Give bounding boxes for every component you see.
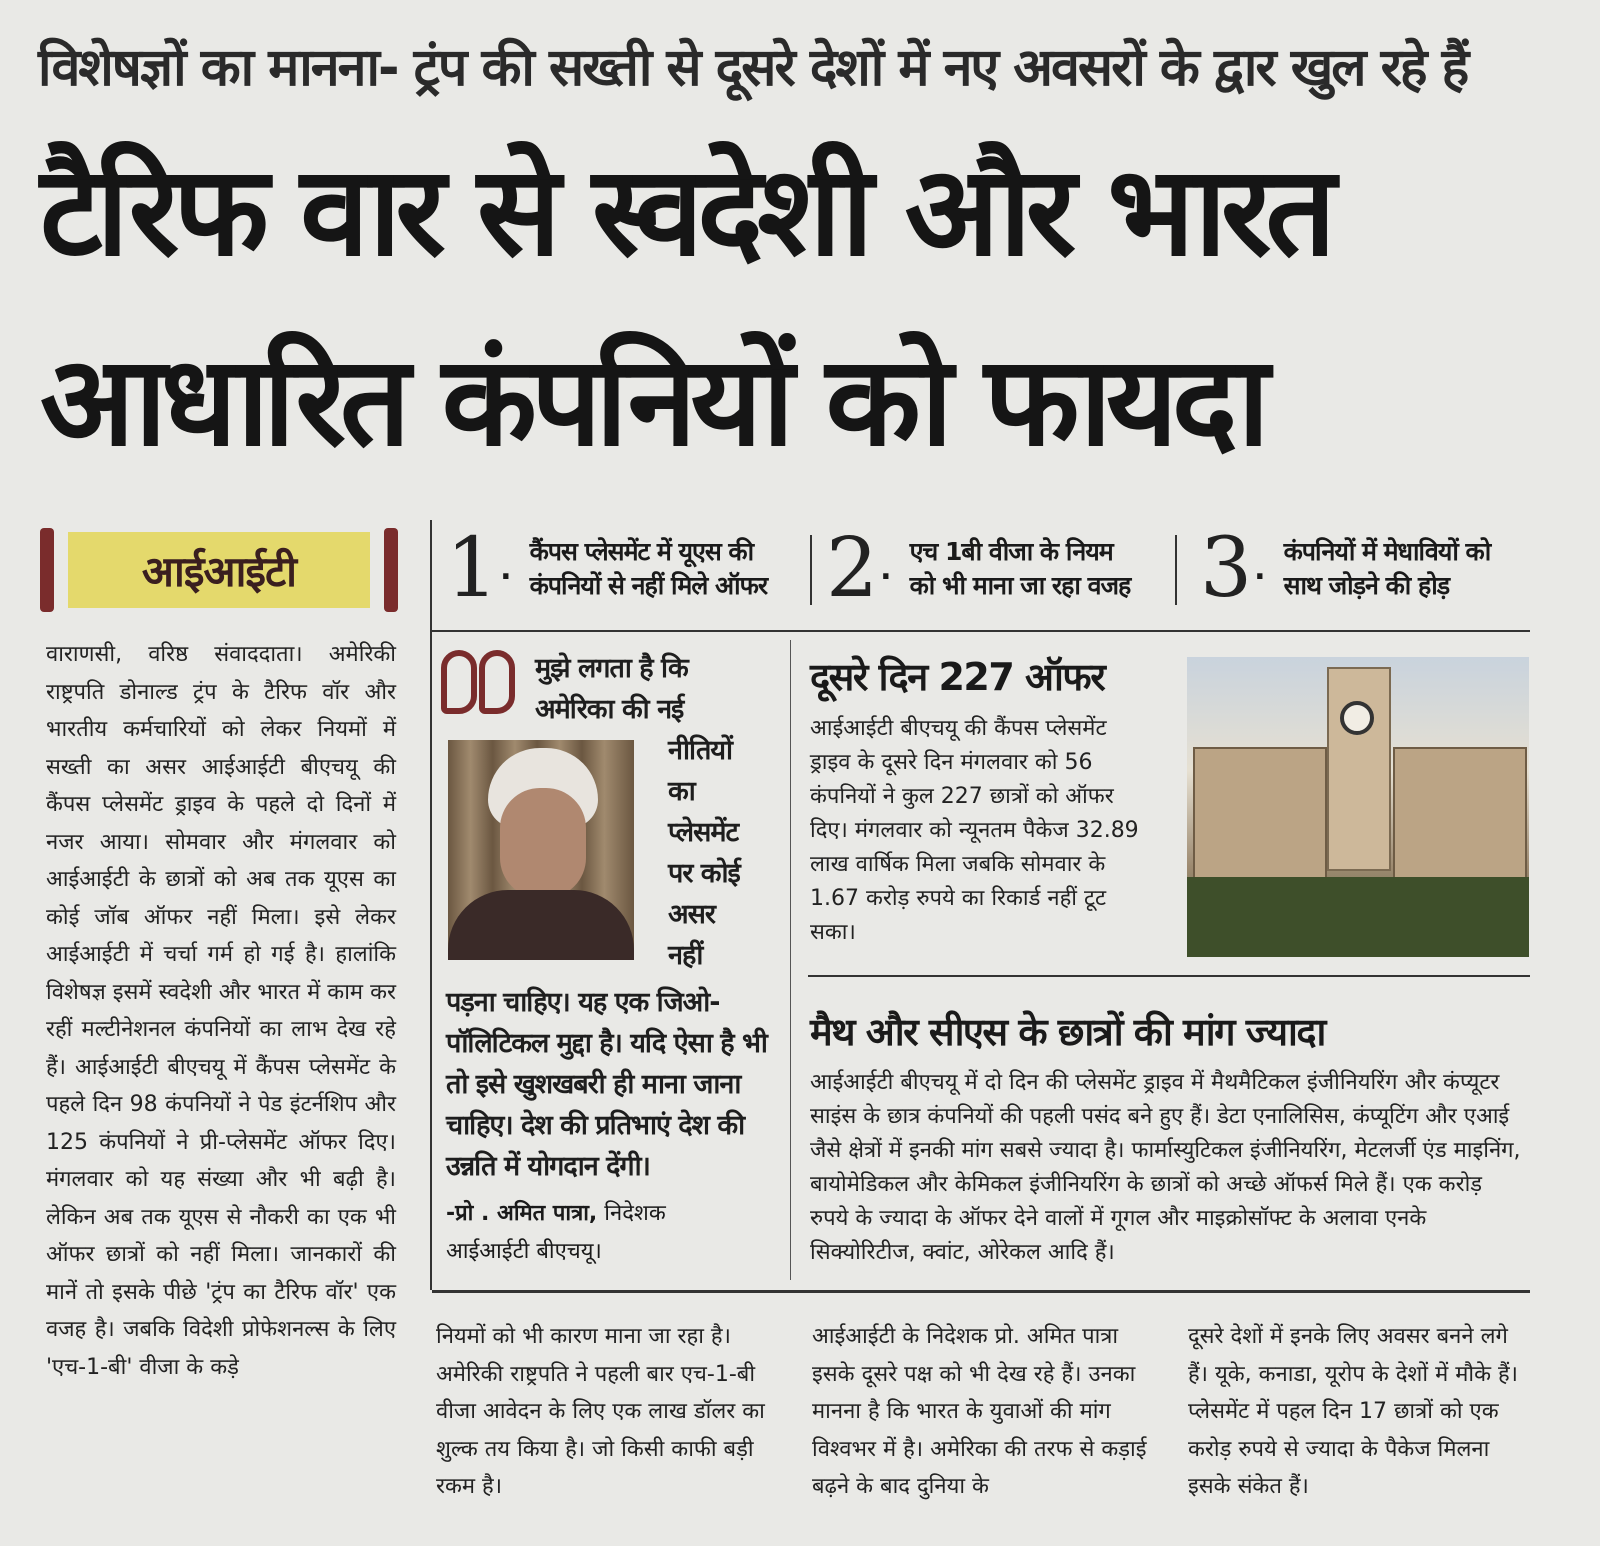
quote-side-word: नीतियों (668, 735, 733, 766)
point-2 (826, 521, 1131, 616)
quote-divider (790, 640, 791, 1280)
quote-side-words (668, 730, 788, 976)
quote-side-word: पर कोई (668, 858, 740, 889)
quote-body: पड़ना चाहिए। यह एक जिओ-पॉलिटिकल मुद्दा है। यदि ऐसा है भी तो इसे खुशखबरी ही माना जाना चाहिए। देश की प्रतिभाएं देश की उन्नति में योगदान देंगी। (446, 987, 767, 1182)
quote-side-word: नहीं (668, 940, 703, 971)
section-badge (40, 528, 398, 612)
point-1-number: 1 (446, 521, 499, 616)
kicker-headline: विशेषज्ञों का मानना- ट्रंप की सख्ती से दूसरे देशों में नए अवसरों के द्वार खुल रहे हैं (38, 38, 1468, 98)
campus-building-photo (1187, 657, 1529, 957)
main-headline-line2: आधारित कंपनियों को फायदा (40, 330, 1264, 474)
point-3-text-line1: कंपनियों में मेधावियों को (1283, 537, 1491, 566)
professor-photo (448, 740, 634, 960)
story-rule (808, 975, 1530, 977)
quote-attribution (446, 1195, 776, 1271)
box-bottom-rule (432, 1290, 1530, 1293)
bottom-column-1: नियमों को भी कारण माना जा रहा है। अमेरिकी राष्ट्रपति ने पहली बार एच-1-बी वीजा आवेदन के लिए एक लाख डॉलर का शुल्क तय किया है। जो किसी काफी बड़ी रकम है। (436, 1324, 765, 1499)
badge-right-bar (384, 528, 398, 612)
point-1 (446, 521, 768, 616)
bottom-column-2: आईआईटी के निदेशक प्रो. अमित पात्रा इसके दूसरे पक्ष को भी देख रहे हैं। उनका मानना है कि भारत के युवाओं की मांग विश्वभर में है। अमेरिका की तरफ से कड़ाई बढ़ने के बाद दुनिया के (812, 1324, 1147, 1499)
points-rule (432, 630, 1530, 632)
quote-org: आईआईटी बीएचयू। (446, 1239, 602, 1264)
column-divider (430, 520, 432, 1290)
quote-side-word: असर (668, 899, 715, 930)
left-column-text: वाराणसी, वरिष्ठ संवाददाता। अमेरिकी राष्ट्रपति डोनाल्ड ट्रंप के टैरिफ वॉर और भारतीय कर्मचारियों को लेकर नियमों में सख्ती का असर आईआईटी बीएचयू की कैंपस प्लेसमेंट ड्राइव के पहले दो दिनों में नजर आया। सोमवार और मंगलवार को आईआईटी के छात्रों को अब तक यूएस का कोई जॉब ऑफर नहीं मिला। इसे लेकर आईआईटी में चर्चा गर्म हो गई है। हालांकि विशेषज्ञ इसमें स्वदेशी और भारत में काम कर रहीं मल्टीनेशनल कंपनियों का लाभ देख रहे हैं। आईआईटी बीएचयू में कैंपस प्लेसमेंट के पहले दिन 98 कंपनियों ने पेड इंटर्नशिप और 125 कंपनियों ने प्री-प्लेसमेंट ऑफर दिए। मंगलवार को यह संख्या और भी बढ़ी है। लेकिन अब तक यूएस से नौकरी का एक भी ऑफर छात्रों को नहीं मिला। जानकारों की मानें तो इसके पीछे 'ट्रंप का टैरिफ वॉर' एक वजह है। जबकि विदेशी प्रोफेशनल्स के लिए 'एच-1-बी' वीजा के कड़े (46, 642, 396, 1380)
quote-designation: निदेशक (604, 1201, 666, 1226)
quote-line-1: मुझे लगता है कि (535, 653, 688, 684)
quote-side-word: प्लेसमेंट (668, 817, 739, 848)
point-3 (1200, 521, 1491, 616)
double-quote-icon (441, 650, 525, 720)
quote-author: -प्रो . अमित पात्रा, (446, 1201, 598, 1226)
bottom-column-3: दूसरे देशों में इनके लिए अवसर बनने लगे हैं। यूके, कनाडा, यूरोप के देशों में मौके हैं। प्लेसमेंट में पहल दिन 17 छात्रों को एक करोड़ रुपये से ज्यादा के पैकेज मिलना इसके संकेत हैं। (1188, 1324, 1518, 1499)
point-1-dot: . (500, 551, 512, 587)
point-3-dot: . (1254, 551, 1266, 587)
main-headline-line1: टैरिफ वार से स्वदेशी और भारत (40, 140, 1331, 284)
story3-heading: मैथ और सीएस के छात्रों की मांग ज्यादा (810, 1010, 1325, 1054)
section-label: आईआईटी (68, 532, 370, 608)
badge-left-bar (40, 528, 54, 612)
story3-body: आईआईटी बीएचयू में दो दिन की प्लेसमेंट ड्राइव में मैथमैटिकल इंजीनियरिंग और कंप्यूटर साइंस के छात्र कंपनियों की पहली पसंद बने हुए हैं। डेटा एनालिसिस, कंप्यूटिंग और एआई जैसे क्षेत्रों में इनकी मांग सबसे ज्यादा है। फार्मास्युटिकल इंजीनियरिंग, मेटलर्जी एंड माइनिंग, बायोमेडिकल और केमिकल इंजीनियरिंग के छात्रों को अच्छे ऑफर्स मिले हैं। एक करोड़ रुपये के ज्यादा के ऑफर देने वालों में गूगल और माइक्रोसॉफ्ट के अलावा एनके सिक्योरिटीज, क्वांट, ओरेकल आदि हैं। (810, 1070, 1521, 1265)
point-1-text-line2: कंपनियों से नहीं मिले ऑफर (529, 571, 768, 600)
quote-side-word: का (668, 776, 695, 807)
point-2-dot: . (880, 551, 892, 587)
story2-body: आईआईटी बीएचयू की कैंपस प्लेसमेंट ड्राइव के दूसरे दिन मंगलवार को 56 कंपनियों ने कुल 227 छात्रों को ऑफर दिए। मंगलवार को न्यूनतम पैकेज 32.89 लाख वार्षिक मिला जबकि सोमवार के 1.67 करोड़ रुपये का रिकार्ड नहीं टूट सका। (810, 716, 1139, 945)
point-divider-2 (1175, 535, 1177, 605)
point-2-number: 2 (826, 521, 879, 616)
point-3-text-line2: साथ जोड़ने की होड़ (1283, 571, 1450, 600)
point-divider-1 (810, 535, 812, 605)
point-2-text-line2: को भी माना जा रहा वजह (909, 571, 1131, 600)
story2-heading: दूसरे दिन 227 ऑफर (810, 655, 1105, 699)
point-3-number: 3 (1200, 521, 1253, 616)
point-1-text-line1: कैंपस प्लेसमेंट में यूएस की (529, 537, 754, 566)
quote-line-2: अमेरिका की नई (535, 694, 684, 725)
point-2-text-line1: एच 1बी वीजा के नियम (909, 537, 1113, 566)
quote-lead (535, 648, 775, 730)
